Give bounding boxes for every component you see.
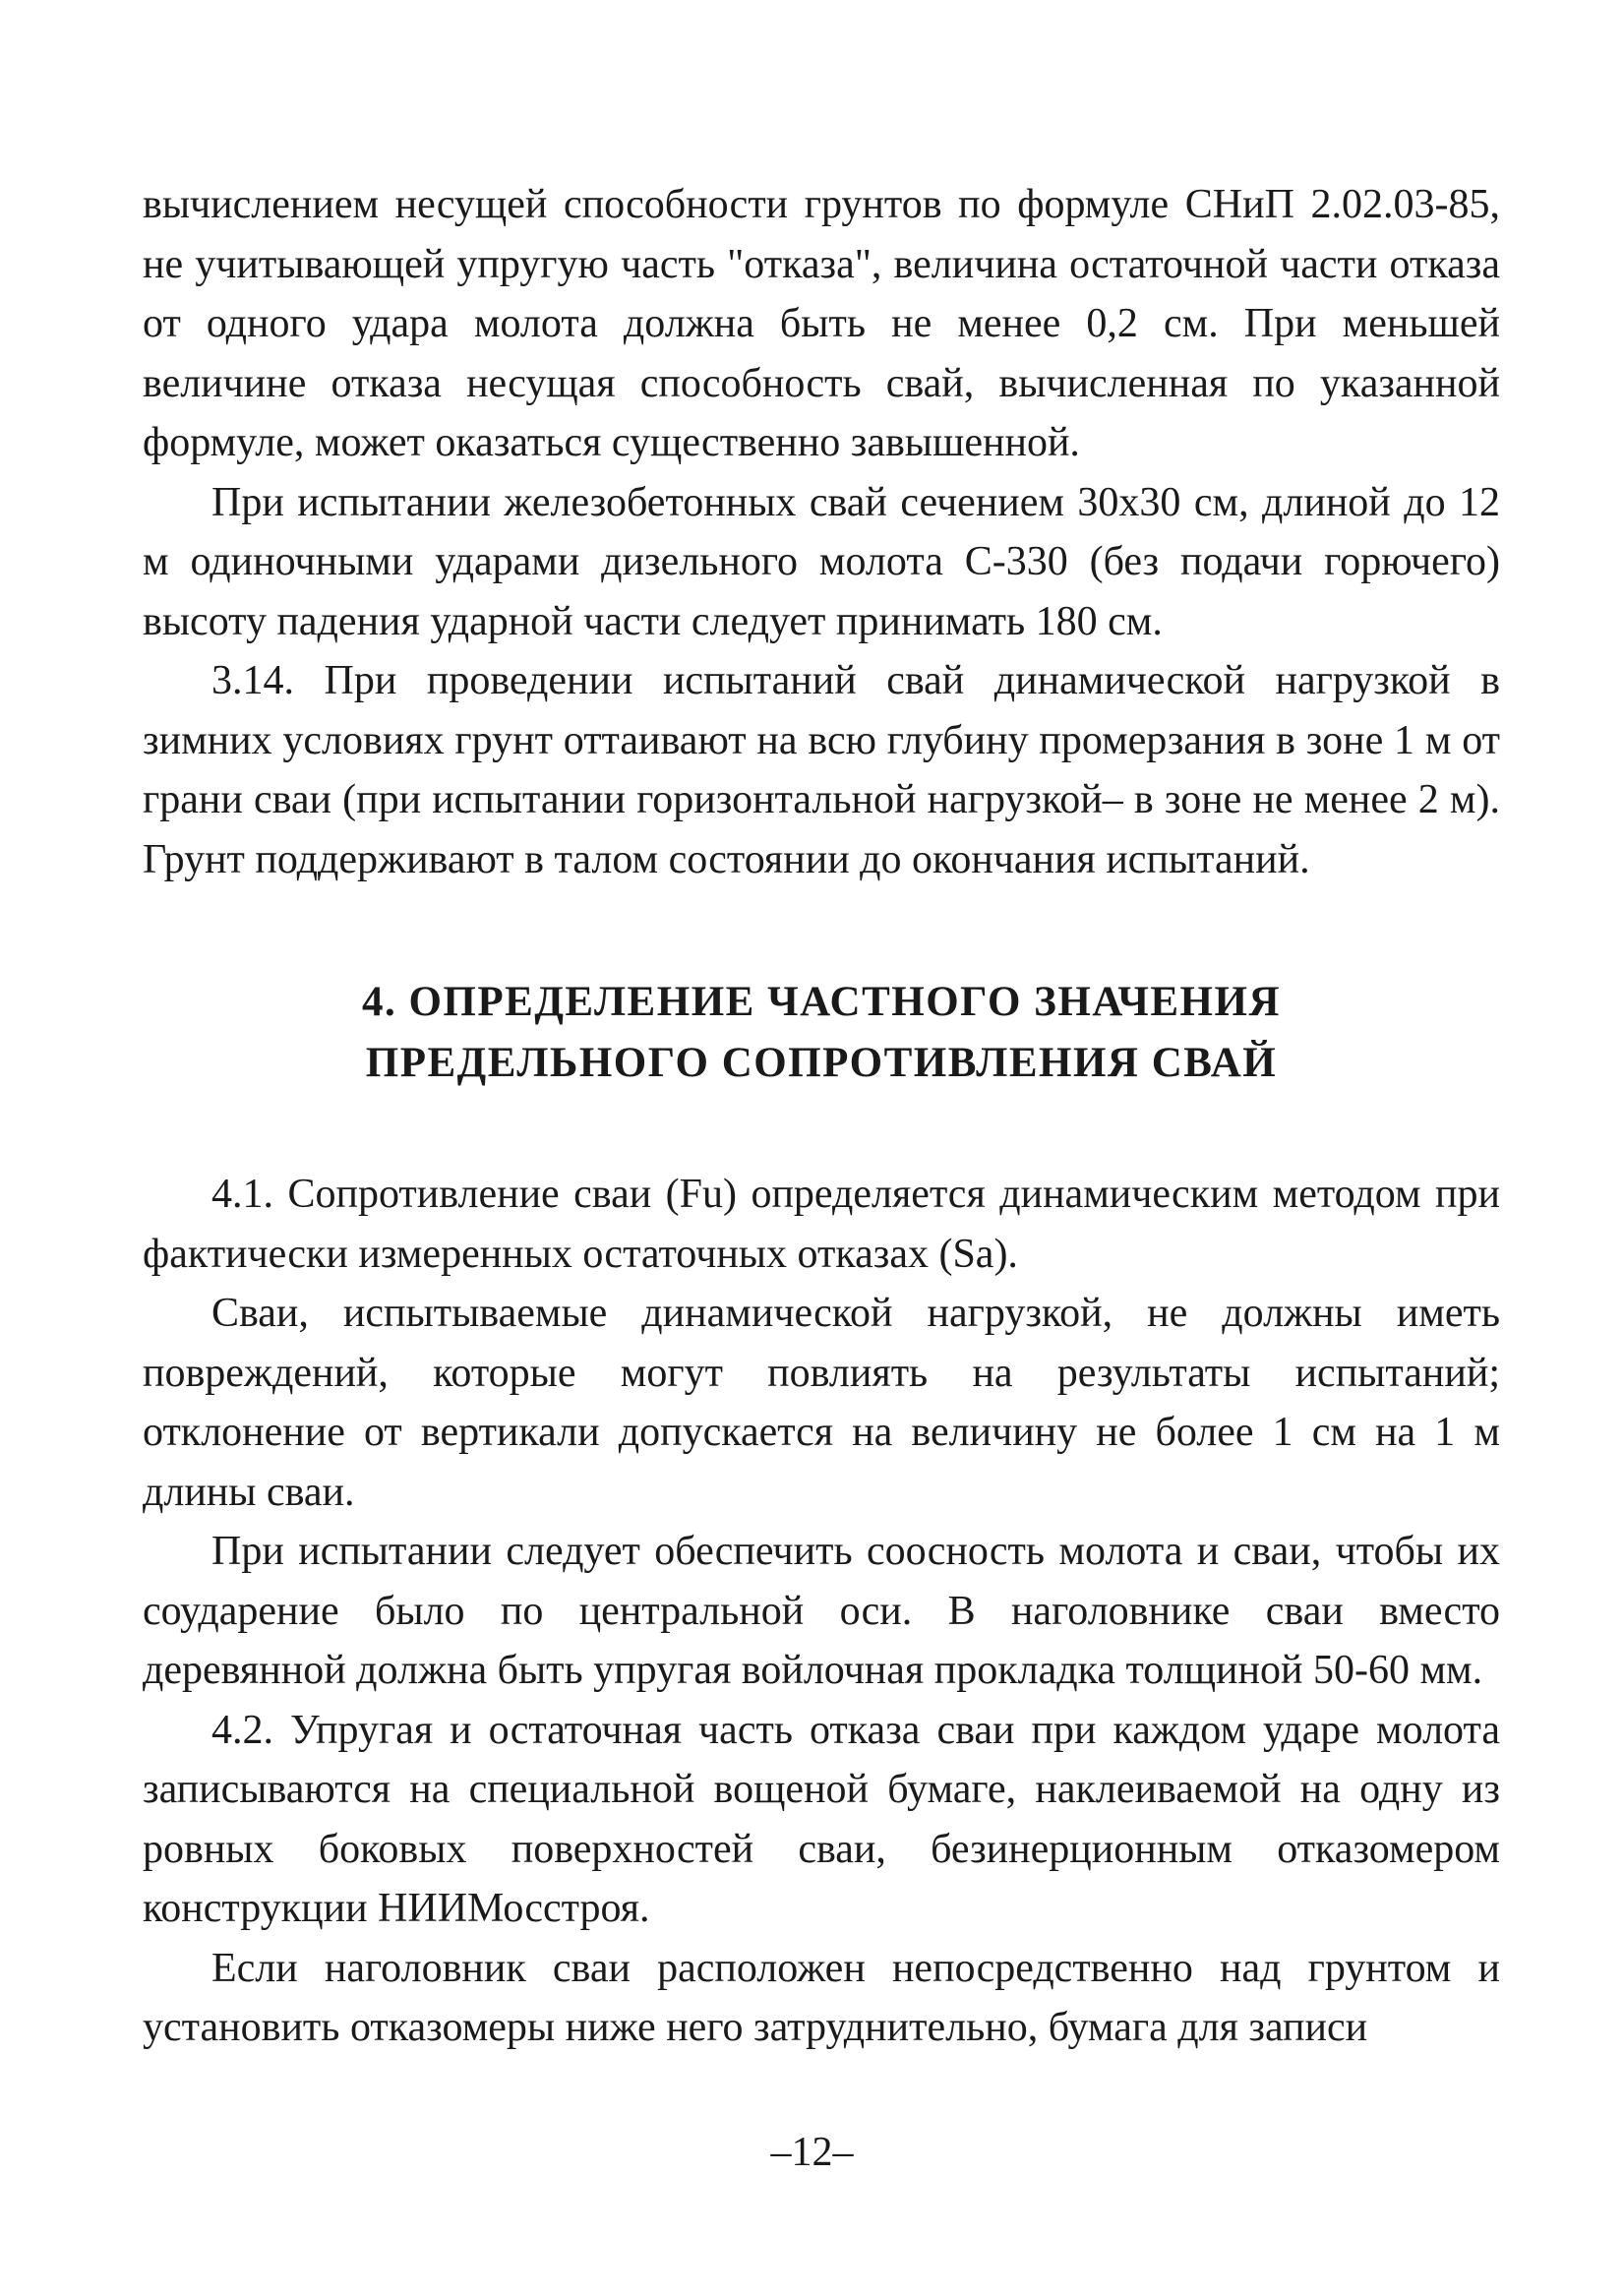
paragraph-pile-damage: Сваи, испытываемые динамической нагрузкой, не должны иметь повреждений, которые могут повлиять на результаты испытаний; отклонение от вертикали допускается на величину не более 1 см на 1 м длины сваи. [143,1291,1500,1515]
paragraph-pile-testing-height: При испытании железобетонных свай сечением 30х30 см, длиной до 12 м одиночными ударами дизельного молота С-330 (без подачи горючего) высоту падения ударной части следует принимать 180 см. [143,479,1500,644]
section-heading-line-2: ПРЕДЕЛЬНОГО СОПРОТИВЛЕНИЯ СВАЙ [365,1040,1278,1086]
document-page [143,175,1500,2058]
page-number: –12– [770,2130,854,2175]
section-heading-line-1: 4. ОПРЕДЕЛЕНИЕ ЧАСТНОГО ЗНАЧЕНИЯ [361,979,1281,1025]
paragraph-continuation: вычислением несущей способности грунтов по формуле СНиП 2.02.03-85, не учитывающей упругую часть "отказа", величина остаточной части отказа от одного удара молота должна быть не менее 0,2 см. При меньшей величине отказа несущая способность свай, вычисленная по указанной формуле, может оказаться существенно завышенной. [143,182,1500,465]
section-heading [143,972,1500,1094]
paragraph-cap-position: Если наголовник сваи расположен непосредственно над грунтом и установить отказомеры ниже него затруднительно, бумага для записи [143,1945,1500,2050]
paragraph-3-14-winter-conditions: 3.14. При проведении испытаний свай динамической нагрузкой в зимних условиях грунт оттаивают на всю глубину промерзания в зоне 1 м от грани сваи (при испытании горизонтальной нагрузкой– в зоне не менее 2 м). Грунт поддерживают в талом состоянии до окончания испытаний. [143,658,1500,882]
paragraph-4-1-resistance: 4.1. Сопротивление сваи (Fu) определяется динамическим методом при фактически измеренных остаточных отказах (Sa). [143,1172,1500,1277]
paragraph-coaxiality: При испытании следует обеспечить соосность молота и сваи, чтобы их соударение было по центральной оси. В наголовнике сваи вместо деревянной должна быть упругая войлочная прокладка толщиной 50-60 мм. [143,1529,1500,1693]
paragraph-4-2-recording: 4.2. Упругая и остаточная часть отказа сваи при каждом ударе молота записываются на специальной вощеной бумаге, наклеиваемой на одну из ровных боковых поверхностей сваи, безинерционным отказомером конструкции НИИМосстроя. [143,1707,1500,1931]
